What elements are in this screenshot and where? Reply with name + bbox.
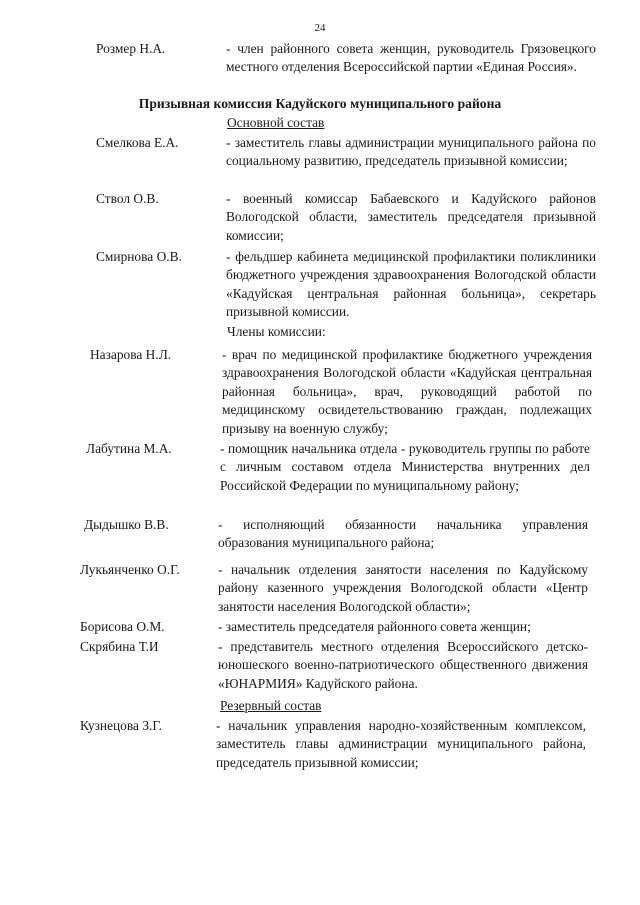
member-name: Розмер Н.А. <box>96 41 166 56</box>
member-description: - исполняющий обязанности начальника управления образования муниципального района; <box>218 517 588 551</box>
member-name: Лукьянченко О.Г. <box>80 562 180 577</box>
member-description: - заместитель главы администрации муниципального района по социальному развитию, председатель призывной комиссии; <box>226 135 596 169</box>
member-description: - начальник управления народно-хозяйственным комплексом, заместитель главы администрации муниципального района, председатель призывной комиссии; <box>216 718 586 770</box>
member-description: - член районного совета женщин, руководитель Грязовецкого местного отделения Всероссийской партии «Единая Россия». <box>226 41 596 75</box>
page-number: 24 <box>314 22 326 34</box>
reserve-composition-title: Резервный состав <box>220 698 322 713</box>
member-description: - военный комиссар Бабаевского и Кадуйского районов Вологодской области, заместитель председателя призывной комиссии; <box>226 191 596 243</box>
member-name: Борисова О.М. <box>80 619 165 634</box>
member-name: Смирнова О.В. <box>96 249 182 264</box>
member-description: - врач по медицинской профилактике бюджетного учреждения здравоохранения Вологодской области «Кадуйская центральная районная больница», врач, руководящий работой по медицинскому освидетельствованию граждан, подлежащих призыву на военную службу; <box>222 347 592 436</box>
member-description: - помощник начальника отдела - руководитель группы по работе с личным составом отдела Министерства внутренних дел Российской Федерации по муниципальному району; <box>220 441 590 493</box>
member-name: Ствол О.В. <box>96 191 159 206</box>
member-description: - начальник отделения занятости населения по Кадуйскому району казенного учреждения Вологодской области «Центр занятости населения Вологодской области»; <box>218 562 588 614</box>
commission-heading: Призывная комиссия Кадуйского муниципального района <box>138 96 502 111</box>
member-description: - заместитель председателя районного совета женщин; <box>218 619 531 634</box>
member-name: Смелкова Е.А. <box>96 135 179 150</box>
member-name: Скрябина Т.И <box>80 639 159 654</box>
member-name: Лабутина М.А. <box>86 441 172 456</box>
member-name: Кузнецова З.Г. <box>80 718 162 733</box>
member-name: Дыдышко В.В. <box>84 517 169 532</box>
member-description: - представитель местного отделения Всероссийского детско-юношеского военно-патриотического общественного движения «ЮНАРМИЯ» Кадуйского района. <box>218 639 588 691</box>
main-composition-title: Основной состав <box>227 115 325 130</box>
member-name: Назарова Н.Л. <box>90 347 172 362</box>
members-label: Члены комиссии: <box>227 324 326 339</box>
member-description: - фельдшер кабинета медицинской профилактики поликлиники бюджетного учреждения здравоохранения Вологодской области «Кадуйская центральная районная больница», секретарь призывной комиссии. <box>226 249 596 320</box>
